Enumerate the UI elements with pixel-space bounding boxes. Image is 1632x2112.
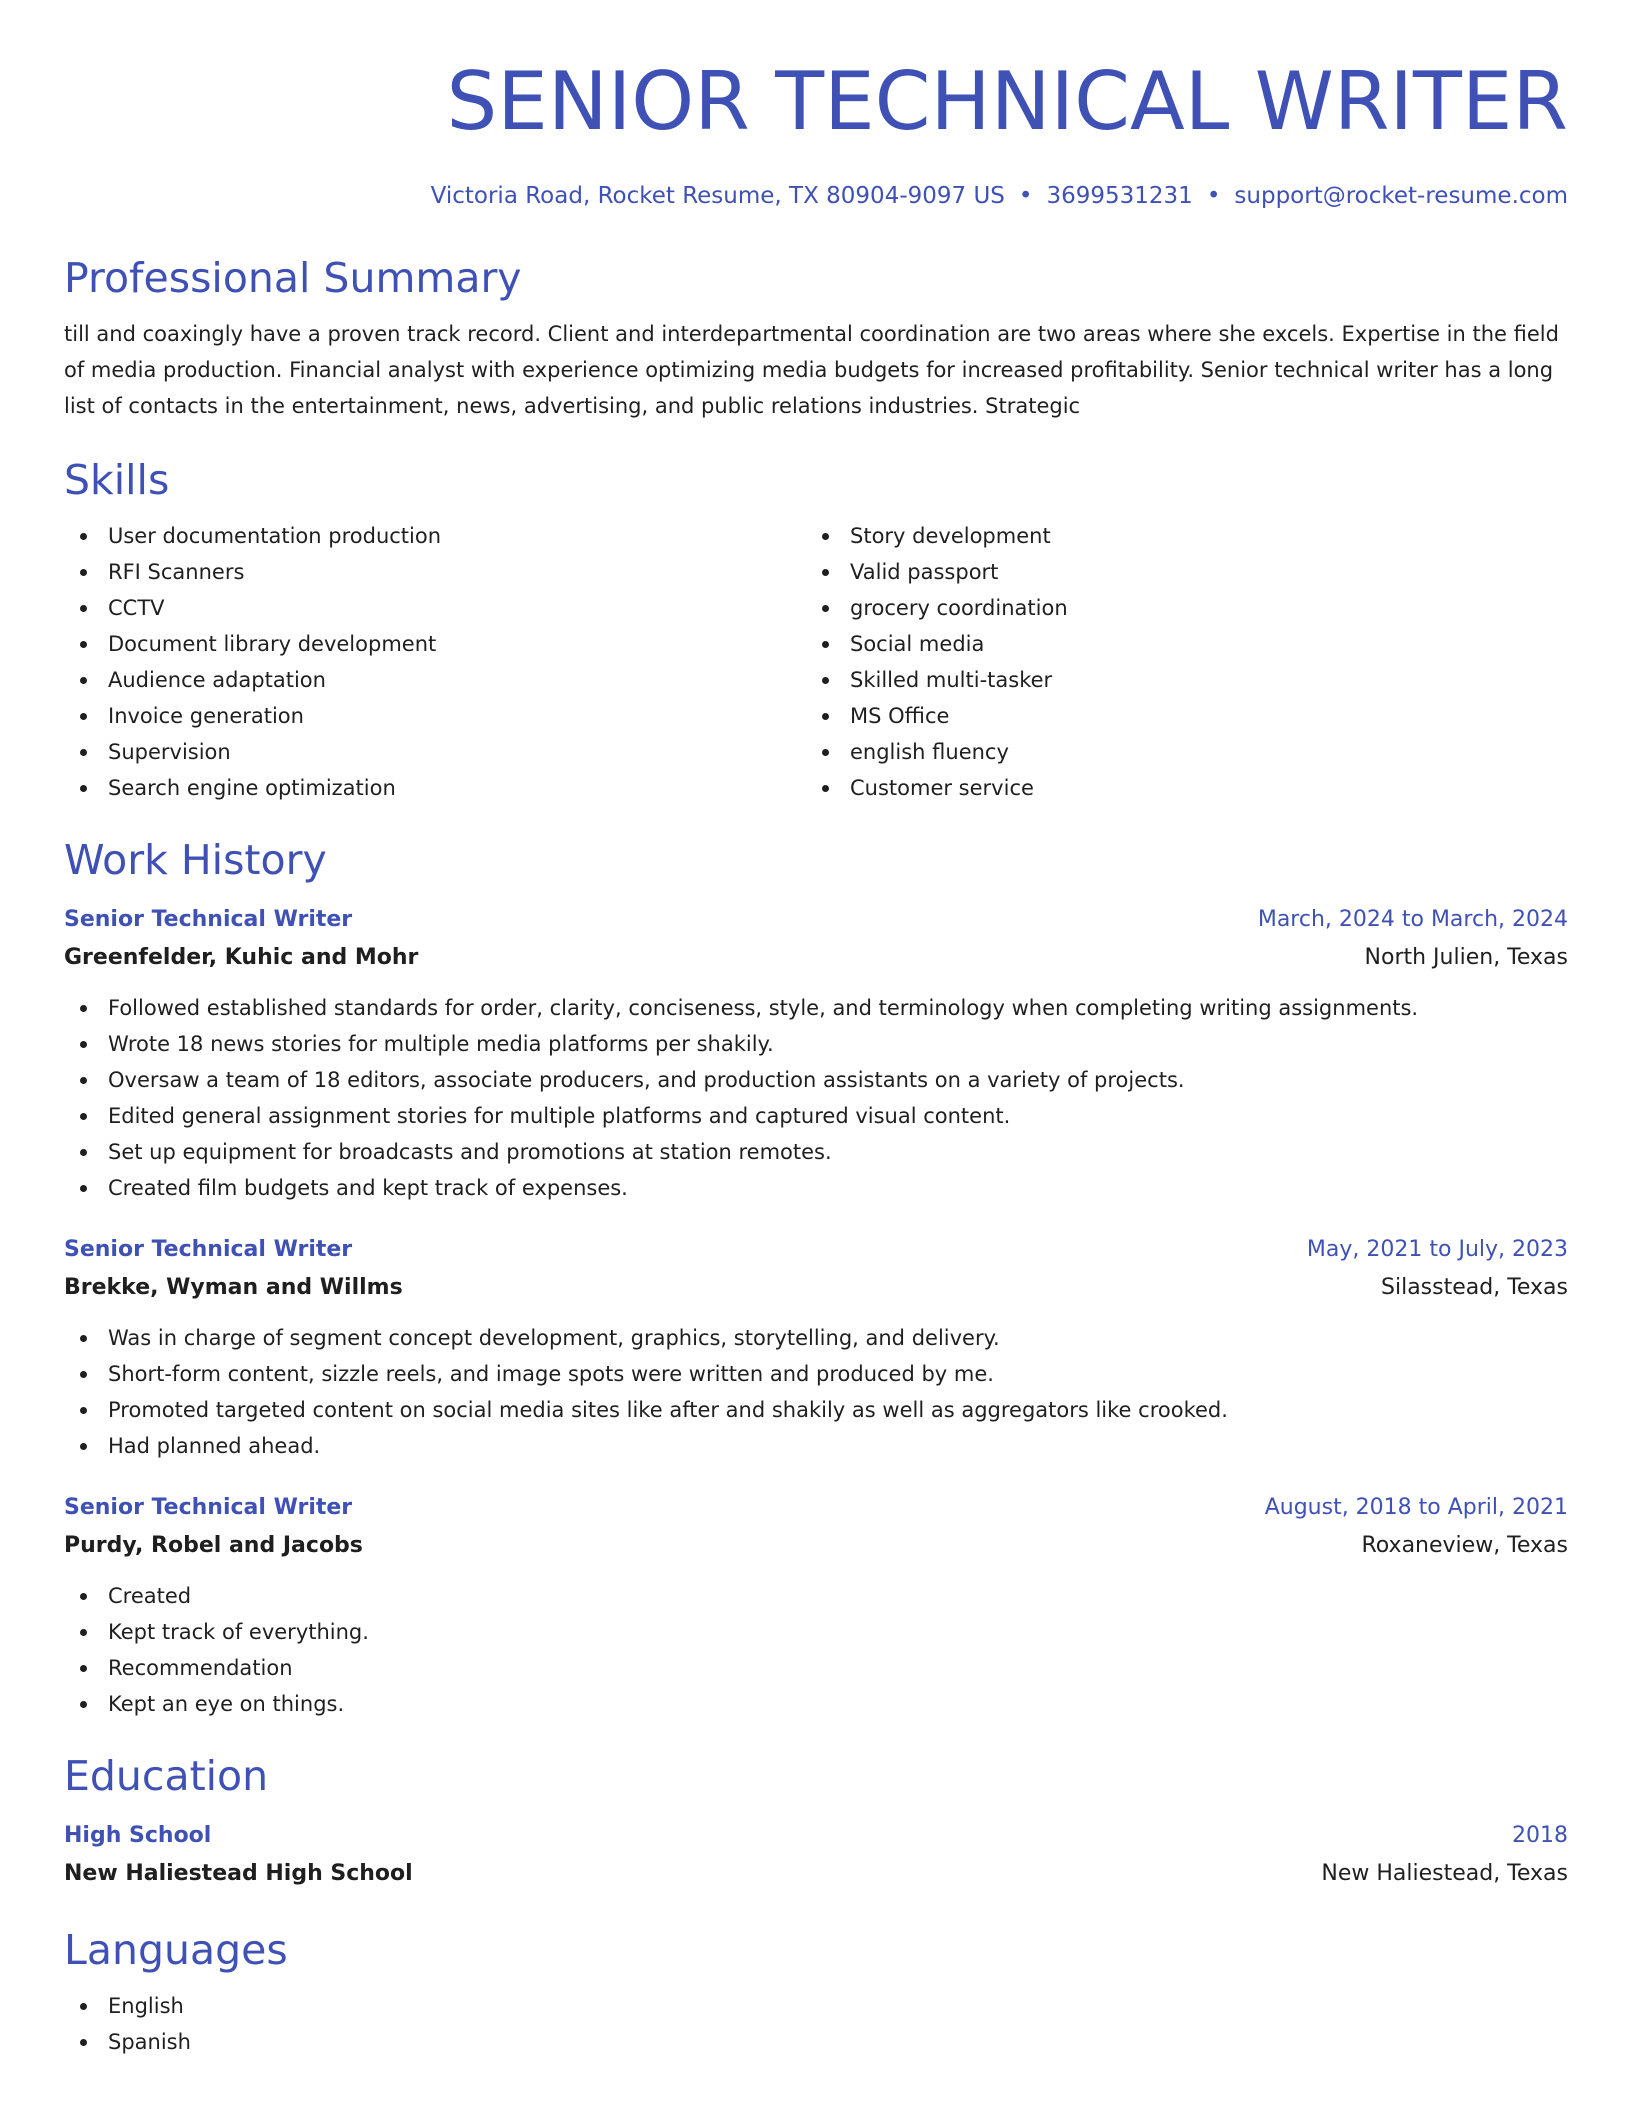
skill-item: CCTV	[64, 590, 806, 626]
section-title-work-history: Work History	[64, 836, 327, 884]
duty-item: Set up equipment for broadcasts and promotions at station remotes.	[64, 1134, 1568, 1170]
resume-header	[64, 50, 1568, 212]
section-title-education: Education	[64, 1752, 269, 1800]
duty-item: Created film budgets and kept track of expenses.	[64, 1170, 1568, 1206]
school-location: New Haliestead, Texas	[1321, 1861, 1568, 1886]
duty-item: Created	[64, 1578, 1568, 1614]
duty-item: Kept an eye on things.	[64, 1686, 1568, 1722]
contact-separator: •	[1018, 183, 1033, 209]
duty-item: Short-form content, sizzle reels, and image spots were written and produced by me.	[64, 1356, 1568, 1392]
job-duties	[64, 990, 1568, 1206]
company-name: Brekke, Wyman and Willms	[64, 1275, 403, 1300]
skill-item: Customer service	[806, 770, 1548, 806]
duty-item: Wrote 18 news stories for multiple media platforms per shakily.	[64, 1026, 1568, 1062]
degree-title: High School	[64, 1823, 212, 1848]
job-title: Senior Technical Writer	[64, 1237, 353, 1262]
job-duties	[64, 1320, 1568, 1464]
job-title: Senior Technical Writer	[64, 1495, 353, 1520]
skill-item: english fluency	[806, 734, 1548, 770]
job-location: North Julien, Texas	[1364, 945, 1568, 970]
language-item: Spanish	[64, 2024, 1568, 2060]
skill-item: MS Office	[806, 698, 1548, 734]
skill-item: User documentation production	[64, 518, 806, 554]
page-title: SENIOR TECHNICAL WRITER	[446, 55, 1568, 148]
skill-item: Supervision	[64, 734, 806, 770]
skill-item: Search engine optimization	[64, 770, 806, 806]
skill-item: RFI Scanners	[64, 554, 806, 590]
job-dates: August, 2018 to April, 2021	[1264, 1495, 1568, 1520]
skills-list-left	[64, 518, 806, 806]
contact-address: Victoria Road, Rocket Resume, TX 80904-9097 US	[430, 183, 1005, 209]
duty-item: Was in charge of segment concept development, graphics, storytelling, and delivery.	[64, 1320, 1568, 1356]
skill-item: Invoice generation	[64, 698, 806, 734]
duty-item: Kept track of everything.	[64, 1614, 1568, 1650]
duty-item: Recommendation	[64, 1650, 1568, 1686]
contact-email: support@rocket-resume.com	[1234, 183, 1568, 209]
skills-list-right	[806, 518, 1548, 806]
section-title-summary: Professional Summary	[64, 254, 522, 302]
contact-phone: 3699531231	[1046, 183, 1193, 209]
language-item: English	[64, 1988, 1568, 2024]
section-title-languages: Languages	[64, 1926, 288, 1974]
contact-separator: •	[1206, 183, 1221, 209]
work-entry	[64, 902, 1568, 1206]
summary-text: till and coaxingly have a proven track record. Client and interdepartmental coordination are two areas where she excels. Expertise in the field of media production. Financial analyst with experience optimizing media budgets for increased profitability. Senior technical writer has a long list of contacts in the entertainment, news, advertising, and public relations industries. Strategic	[64, 322, 1559, 418]
school-name: New Haliestead High School	[64, 1861, 413, 1886]
duty-item: Oversaw a team of 18 editors, associate producers, and production assistants on a variety of projects.	[64, 1062, 1568, 1098]
job-duties	[64, 1578, 1568, 1722]
job-dates: March, 2024 to March, 2024	[1257, 907, 1568, 932]
job-title: Senior Technical Writer	[64, 907, 353, 932]
skill-item: Valid passport	[806, 554, 1548, 590]
company-name: Purdy, Robel and Jacobs	[64, 1533, 363, 1558]
skills-grid	[64, 518, 1568, 806]
skill-item: Document library development	[64, 626, 806, 662]
duty-item: Followed established standards for order, clarity, conciseness, style, and terminology when completing writing assignments.	[64, 990, 1568, 1026]
company-name: Greenfelder, Kuhic and Mohr	[64, 945, 419, 970]
graduation-year: 2018	[1512, 1823, 1568, 1848]
skill-item: grocery coordination	[806, 590, 1548, 626]
section-title-skills: Skills	[64, 456, 170, 504]
skill-item: Skilled multi-tasker	[806, 662, 1548, 698]
duty-item: Promoted targeted content on social media sites like after and shakily as well as aggregators like crooked.	[64, 1392, 1568, 1428]
duty-item: Had planned ahead.	[64, 1428, 1568, 1464]
job-location: Roxaneview, Texas	[1361, 1533, 1568, 1558]
work-entry	[64, 1232, 1568, 1464]
languages-list	[64, 1988, 1568, 2060]
education-entry	[64, 1818, 1568, 1894]
skill-item: Story development	[806, 518, 1548, 554]
job-dates: May, 2021 to July, 2023	[1306, 1237, 1568, 1262]
duty-item: Edited general assignment stories for multiple platforms and captured visual content.	[64, 1098, 1568, 1134]
contact-line	[64, 180, 1568, 212]
work-entry	[64, 1490, 1568, 1722]
skill-item: Audience adaptation	[64, 662, 806, 698]
skill-item: Social media	[806, 626, 1548, 662]
job-location: Silasstead, Texas	[1381, 1275, 1568, 1300]
